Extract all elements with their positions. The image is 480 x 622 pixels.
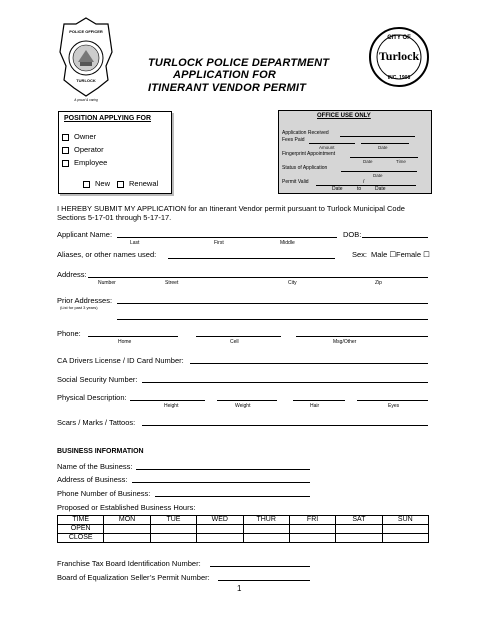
option-operator[interactable]: Operator — [62, 145, 104, 154]
address-sub-number: Number — [98, 280, 116, 286]
phone-label: Phone: — [57, 329, 81, 338]
hours-col-fri: FRI — [289, 516, 335, 525]
name-sub-last: Last — [130, 240, 140, 246]
prior-addresses-label: Prior Addresses: — [57, 296, 113, 305]
phone-sub-cell: Cell — [230, 339, 239, 345]
physical-sub-weight: Weight — [235, 403, 251, 409]
checkbox-icon — [62, 147, 69, 154]
height-field[interactable] — [130, 400, 205, 401]
hours-cell[interactable] — [197, 525, 243, 534]
scars-field[interactable] — [142, 425, 428, 426]
applicant-name-field[interactable] — [117, 237, 337, 238]
equalization-field[interactable] — [218, 580, 310, 581]
sex-label: Sex: — [352, 250, 368, 259]
hours-col-sun: SUN — [382, 516, 428, 525]
fingerprint-time-sub: Time — [396, 159, 406, 164]
sex-female[interactable]: Female ☐ — [396, 250, 430, 259]
hours-cell[interactable] — [243, 525, 289, 534]
city-seal-logo — [368, 26, 430, 88]
statement-text: I HEREBY SUBMIT MY APPLICATION for an Itinerant Vendor permit pursuant to Turlock Municipal Code Sections 5-17-01 through 5-17-17. — [57, 204, 405, 222]
phone-msg-field[interactable] — [296, 336, 428, 337]
phone-sub-msg: Msg/Other — [333, 339, 357, 345]
hours-col-sat: SAT — [336, 516, 382, 525]
status-line[interactable] — [341, 171, 417, 172]
received-line[interactable] — [340, 136, 415, 137]
fingerprint-label: Fingerprint Appointment — [282, 151, 336, 157]
franchise-field[interactable] — [210, 566, 310, 567]
fees-amount-line[interactable] — [309, 143, 355, 144]
checkbox-icon — [62, 134, 69, 141]
valid-sub-to: to — [357, 186, 362, 192]
aliases-field[interactable] — [168, 258, 335, 259]
scars-label: Scars / Marks / Tattoos: — [57, 418, 136, 427]
title-line-3: ITINERANT VENDOR PERMIT — [148, 82, 306, 94]
option-employee[interactable]: Employee — [62, 158, 107, 167]
name-sub-middle: Middle — [280, 240, 295, 246]
business-address-field[interactable] — [132, 482, 310, 483]
hours-col-tue: TUE — [150, 516, 196, 525]
hours-cell[interactable] — [243, 534, 289, 543]
business-name-field[interactable] — [136, 469, 310, 470]
applicant-name-label: Applicant Name: — [57, 230, 113, 239]
option-new[interactable]: New — [83, 179, 110, 188]
prior-address-field-1[interactable] — [117, 303, 428, 304]
business-phone-label: Phone Number of Business: — [57, 489, 151, 498]
hours-col-mon: MON — [104, 516, 150, 525]
svg-text:TURLOCK: TURLOCK — [76, 78, 96, 83]
business-address-label: Address of Business: — [57, 475, 128, 484]
physical-sub-height: Height — [164, 403, 179, 409]
status-label: Status of Application — [282, 165, 328, 171]
business-heading: BUSINESS INFORMATION — [57, 448, 144, 455]
valid-label: Permit Valid — [282, 179, 309, 185]
checkbox-icon — [62, 160, 69, 167]
title-line-1: TURLOCK POLICE DEPARTMENT — [148, 57, 330, 69]
hours-cell[interactable] — [197, 534, 243, 543]
aliases-label: Aliases, or other names used: — [57, 250, 157, 259]
valid-sep: / — [363, 179, 365, 185]
hours-row-open-label: OPEN — [58, 525, 104, 534]
fees-date-sub: Date — [378, 145, 388, 150]
hours-cell[interactable] — [150, 525, 196, 534]
equalization-label: Board of Equalization Seller’s Permit Number: — [57, 573, 210, 582]
fees-date-line[interactable] — [361, 143, 409, 144]
svg-text:CITY OF: CITY OF — [387, 35, 411, 41]
physical-sub-hair: Hair — [310, 403, 320, 409]
office-use-box — [278, 110, 432, 194]
hours-table — [57, 515, 429, 543]
position-box — [58, 111, 172, 194]
ssn-label: Social Security Number: — [57, 375, 138, 384]
valid-line[interactable] — [316, 185, 416, 186]
hours-cell[interactable] — [104, 525, 150, 534]
hours-close-row — [58, 534, 429, 543]
title-line-2: APPLICATION FOR — [173, 69, 277, 81]
prior-addresses-note: (List for past 3 years) — [60, 305, 98, 310]
svg-text:A proud & caring: A proud & caring — [74, 98, 98, 102]
business-phone-field[interactable] — [155, 496, 310, 497]
name-sub-first: First — [214, 240, 224, 246]
license-field[interactable] — [190, 363, 428, 364]
office-use-title: OFFICE USE ONLY — [317, 113, 371, 119]
physical-sub-eyes: Eyes — [388, 403, 400, 409]
hours-cell[interactable] — [289, 534, 335, 543]
license-label: CA Drivers License / ID Card Number: — [57, 356, 184, 365]
hours-open-row — [58, 525, 429, 534]
franchise-label: Franchise Tax Board Identification Number: — [57, 559, 201, 568]
hours-col-thur: THUR — [243, 516, 289, 525]
checkbox-icon — [117, 181, 124, 188]
page-number: 1 — [237, 584, 242, 593]
physical-label: Physical Description: — [57, 393, 127, 402]
weight-field[interactable] — [217, 400, 277, 401]
address-sub-zip: Zip — [375, 280, 382, 286]
address-label: Address: — [57, 270, 87, 279]
fees-amount-sub: Amount — [319, 145, 335, 150]
svg-text:Turlock: Turlock — [378, 49, 420, 63]
ssn-field[interactable] — [142, 382, 428, 383]
phone-sub-home: Home — [118, 339, 132, 345]
hours-cell[interactable] — [336, 525, 382, 534]
hours-cell[interactable] — [150, 534, 196, 543]
sex-male[interactable]: Male ☐ — [371, 250, 397, 259]
dob-label: DOB: — [343, 230, 362, 239]
police-badge-logo — [56, 14, 116, 104]
fingerprint-line[interactable] — [350, 157, 418, 158]
option-renewal[interactable]: Renewal — [117, 179, 158, 188]
hours-row-close-label: CLOSE — [58, 534, 104, 543]
status-date-sub: Date — [373, 173, 383, 178]
address-sub-street: Street — [165, 280, 179, 286]
address-sub-city: City — [288, 280, 297, 286]
received-label: Application Received — [282, 130, 329, 136]
phone-home-field[interactable] — [88, 336, 178, 337]
hours-cell[interactable] — [382, 534, 428, 543]
business-name-label: Name of the Business: — [57, 462, 133, 471]
business-hours-label: Proposed or Established Business Hours: — [57, 503, 196, 512]
hours-cell[interactable] — [289, 525, 335, 534]
svg-text:INC. 1908: INC. 1908 — [387, 75, 411, 81]
hours-cell[interactable] — [382, 525, 428, 534]
dob-field[interactable] — [362, 237, 428, 238]
eyes-field[interactable] — [357, 400, 428, 401]
hair-field[interactable] — [293, 400, 345, 401]
fingerprint-date-sub: Date — [363, 159, 373, 164]
hours-header-row — [58, 516, 429, 525]
prior-address-field-2[interactable] — [117, 319, 428, 320]
hours-cell[interactable] — [104, 534, 150, 543]
svg-text:POLICE OFFICER: POLICE OFFICER — [69, 29, 103, 34]
valid-sub-date1: Date — [332, 186, 343, 192]
hours-col-wed: WED — [197, 516, 243, 525]
hours-cell[interactable] — [336, 534, 382, 543]
phone-cell-field[interactable] — [196, 336, 281, 337]
fees-label: Fees Paid — [282, 137, 305, 143]
address-field[interactable] — [88, 277, 428, 278]
position-box-title: POSITION APPLYING FOR — [64, 115, 151, 122]
option-owner[interactable]: Owner — [62, 132, 96, 141]
checkbox-icon — [83, 181, 90, 188]
hours-col-time: TIME — [58, 516, 104, 525]
valid-sub-date2: Date — [375, 186, 386, 192]
